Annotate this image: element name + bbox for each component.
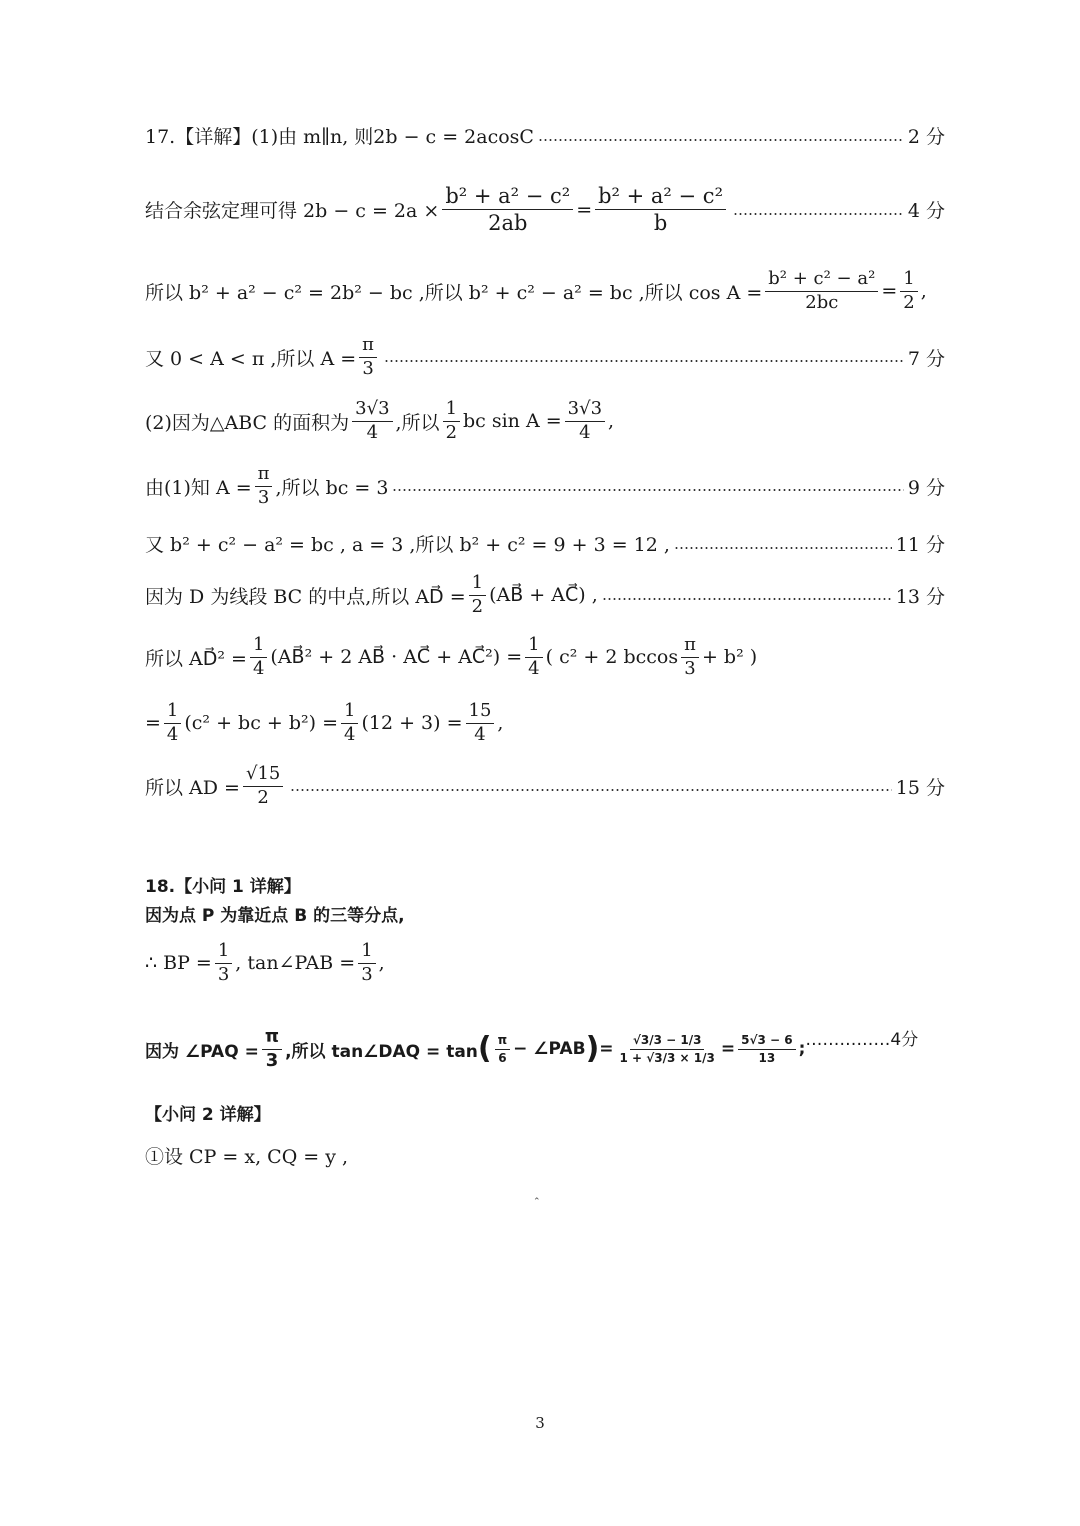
score: 13 分 <box>895 585 945 608</box>
q18-line-1: 因为点 P 为靠近点 B 的三等分点, <box>145 906 405 926</box>
leader-dots <box>674 547 892 549</box>
fraction: $\frac{\text{b² + a² − c²}}{b}$ <box>595 185 726 234</box>
q17-line-1: 17.【详解】(1)由 m∥n, 则2b − c = 2acosC 2 分 <box>145 122 945 149</box>
page-number: 3 <box>535 1414 545 1432</box>
leader-dots <box>384 360 904 362</box>
fraction: $\frac{1}{4}$ <box>525 636 542 679</box>
fraction: $\frac{1}{2}$ <box>469 574 486 617</box>
score: 11 分 <box>895 534 945 556</box>
fraction: $\frac{1}{3}$ <box>358 942 375 985</box>
score: 7 分 <box>907 347 945 370</box>
fraction: $\frac{1}{4}$ <box>164 702 181 745</box>
leader-dots <box>290 789 891 791</box>
fraction: $\frac{\pi}{3}$ <box>681 636 699 679</box>
score: 9 分 <box>907 476 945 499</box>
leader-dots <box>538 139 904 141</box>
q17-line-4: 又 0 < A < π ,所以 A = $\frac{\pi}{3}$ 7 分 <box>145 334 945 379</box>
fraction: $\frac{\text{b² + a² − c²}}{2ab}$ <box>442 185 573 234</box>
fraction: $\frac{5√3 - 6}{13}$ <box>738 1034 795 1064</box>
leader-dots <box>733 213 904 215</box>
fraction: $\frac{1}{4}$ <box>341 702 358 745</box>
q17-line-9: 所以 AD⃗² = $\frac{1}{4}$ (AB⃗² + 2 AB⃗ · AC⃗ + AC⃗²) = $\frac{1}{4}$ ( c² + 2 bccos $\frac{\pi}{3}$ + b² ) <box>145 634 758 679</box>
score: ……………4分 <box>805 1029 919 1050</box>
score: 15 分 <box>895 776 945 799</box>
q17-line-5: (2)因为△ABC 的面积为 $\frac{3√3}{4}$ ,所以 $\frac{1}{2}$ bc sin A = $\frac{3√3}{4}$ , <box>145 398 615 443</box>
fraction: $\frac{\pi}{3}$ <box>359 336 377 379</box>
q17-line-3: 所以 b² + a² − c² = 2b² − bc ,所以 b² + c² − a² = bc ,所以 cos A = $\frac{\text{b² + c² − a²}}{2bc}$ = $\frac{1}{2}$ , <box>145 268 927 313</box>
fraction: $\frac{1}{2}$ <box>443 400 460 443</box>
q17-line-6: 由(1)知 A = $\frac{\pi}{3}$ ,所以 bc = 3 9 分 <box>145 463 945 508</box>
q18-subheading-2: 【小问 2 详解】 <box>145 1105 271 1125</box>
fraction: $\frac{1}{4}$ <box>250 636 267 679</box>
q18-line-4: ①设 CP = x, CQ = y , <box>145 1146 349 1168</box>
fraction: $\frac{3√3}{4}$ <box>565 400 605 443</box>
score: 4 分 <box>907 200 945 223</box>
fraction: $\frac{15}{4}$ <box>466 702 495 745</box>
fraction: $\frac{\pi}{3}$ <box>262 1028 282 1071</box>
leader-dots <box>602 598 892 600</box>
q17-line-8: 因为 D 为线段 BC 的中点,所以 AD⃗ = $\frac{1}{2}$ (AB⃗ + AC⃗) , 13 分 <box>145 572 945 617</box>
fraction: $\frac{1}{2}$ <box>900 270 917 313</box>
fraction: $\frac{1}{3}$ <box>215 942 232 985</box>
fraction: $\frac{3√3}{4}$ <box>352 400 392 443</box>
score: 2 分 <box>907 126 945 148</box>
q18-line-2: ∴ BP = $\frac{1}{3}$ , tan∠PAB = $\frac{1}{3}$ , <box>145 940 385 985</box>
q17-line-2: 结合余弦定理可得 2b − c = 2a × $\frac{\text{b² + a² − c²}}{2ab}$ = $\frac{\text{b² + a² − c²}}{b}$ 4 分 <box>145 184 945 236</box>
q18-line-3: 因为 ∠PAQ = $\frac{\pi}{3}$ ,所以 tan∠DAQ = tan ( $\frac{\pi}{6}$ − ∠PAB ) = $\frac{√3/3 - 1/3}{1 + √3/3 \times 1/3}$ = $\frac{5√3 - 6}{13}$ ; ……………4分 <box>145 1026 919 1071</box>
stray-mark: ⌃ <box>533 1197 541 1207</box>
q17-line-7: 又 b² + c² − a² = bc , a = 3 ,所以 b² + c² = 9 + 3 = 12 , 11 分 <box>145 530 945 557</box>
q17-line-10: = $\frac{1}{4}$ (c² + bc + b²) = $\frac{1}{4}$ (12 + 3) = $\frac{15}{4}$ , <box>145 700 504 745</box>
leader-dots <box>392 489 903 491</box>
fraction: $\frac{\pi}{3}$ <box>255 465 273 508</box>
fraction: $\frac{\text{b² + c² − a²}}{2bc}$ <box>765 270 878 313</box>
q17-line-11: 所以 AD = $\frac{√15}{2}$ 15 分 <box>145 763 945 808</box>
fraction: $\frac{\pi}{6}$ <box>495 1034 511 1064</box>
q18-title: 18.【小问 1 详解】 <box>145 877 301 897</box>
fraction: $\frac{√15}{2}$ <box>243 765 283 808</box>
fraction: $\frac{√3/3 - 1/3}{1 + √3/3 \times 1/3}$ <box>619 1033 715 1065</box>
